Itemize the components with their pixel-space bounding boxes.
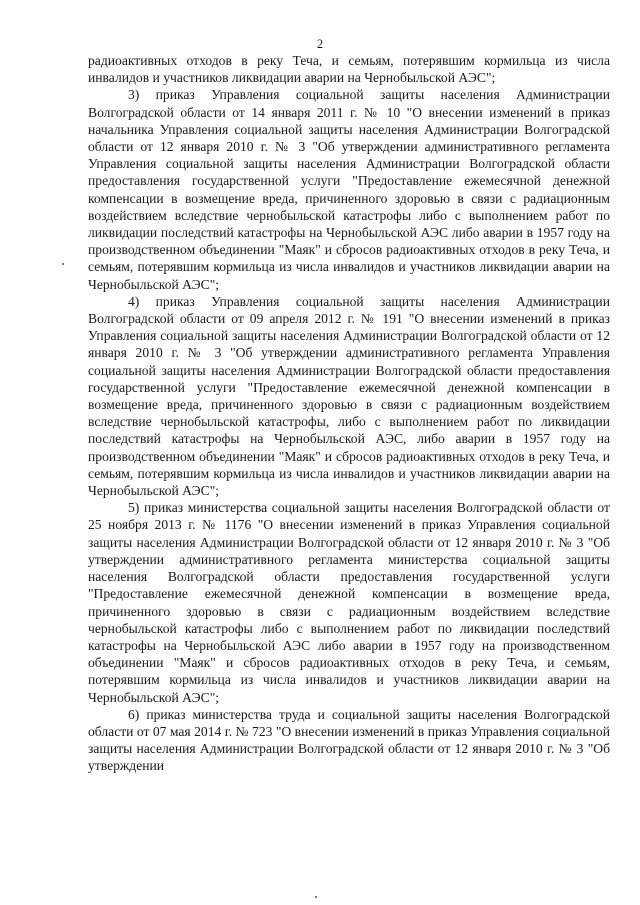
document-body [88,52,610,775]
scan-speck [315,896,317,898]
paragraph-item-5: 5) приказ министерства социальной защиты населения Волгоградской области от 25 ноября 2013 г. № 1176 "О внесении изменений в приказ Управления социальной защиты населения Администрации Волгоградской области от 12 января 2010 г. № 3 "Об утверждении административного регламента министерства социальной защиты населения Волгоградской области предоставления государственной услуги "Предоставление ежемесячной денежной компенсации в возмещение вреда, причиненного здоровью в связи с радиационным воздействием вследствие чернобыльской катастрофы либо с выполнением работ по ликвидации последствий катастрофы на Чернобыльской АЭС либо аварии в 1957 году на производственном объединении "Маяк" и сбросов радиоактивных отходов в реку Теча, и семьям, потерявшим кормильца из числа инвалидов и участников ликвидации аварии на Чернобыльской АЭС"; [88,500,610,705]
scan-speck [62,263,64,265]
paragraph-item-4: 4) приказ Управления социальной защиты населения Администрации Волгоградской области от 09 апреля 2012 г. № 191 "О внесении изменений в приказ Управления социальной защиты населения Администрации Волгоградской области от 12 января 2010 г. № 3 "Об утверждении административного регламента Управления социальной защиты населения Администрации Волгоградской области предоставления государственной услуги "Предоставление ежемесячной денежной компенсации в возмещение вреда, причиненного здоровью в связи с радиационным воздействием вследствие чернобыльской катастрофы, либо с выполнением работ по ликвидации последствий катастрофы на Чернобыльской АЭС, либо аварии в 1957 году на производственном объединении "Маяк" и сбросов радиоактивных отходов в реку Теча, и семьям, потерявшим кормильца из числа инвалидов и участников ликвидации аварии на Чернобыльской АЭС"; [88,293,610,499]
page-number: 2 [316,37,324,51]
paragraph-continuation: радиоактивных отходов в реку Теча, и семьям, потерявшим кормильца из числа инвалидов и участников ликвидации аварии на Чернобыльской АЭС"; [88,53,610,86]
paragraph-item-3: 3) приказ Управления социальной защиты населения Администрации Волгоградской области от 14 января 2011 г. № 10 "О внесении изменений в приказ начальника Управления социальной защиты населения Администрации Волгоградской области от 12 января 2010 г. № 3 "Об утверждении административного регламента Управления социальной защиты населения Администрации Волгоградской области предоставления государственной услуги "Предоставление ежемесячной денежной компенсации в возмещение вреда, причиненного здоровью в связи с радиационным воздействием вследствие чернобыльской катастрофы либо с выполнением работ по ликвидации последствий катастрофы на Чернобыльской АЭС либо аварии в 1957 году на производственном объединении "Маяк" и сбросов радиоактивных отходов в реку Теча, и семьям, потерявшим кормильца из числа инвалидов и участников ликвидации аварии на Чернобыльской АЭС"; [88,87,610,292]
paragraph-item-6: 6) приказ министерства труда и социальной защиты населения Волгоградской области от 07 мая 2014 г. № 723 "О внесении изменений в приказ Управления социальной защиты населения Администрации Волгоградской области от 12 января 2010 г. № 3 "Об утверждении [88,706,610,774]
